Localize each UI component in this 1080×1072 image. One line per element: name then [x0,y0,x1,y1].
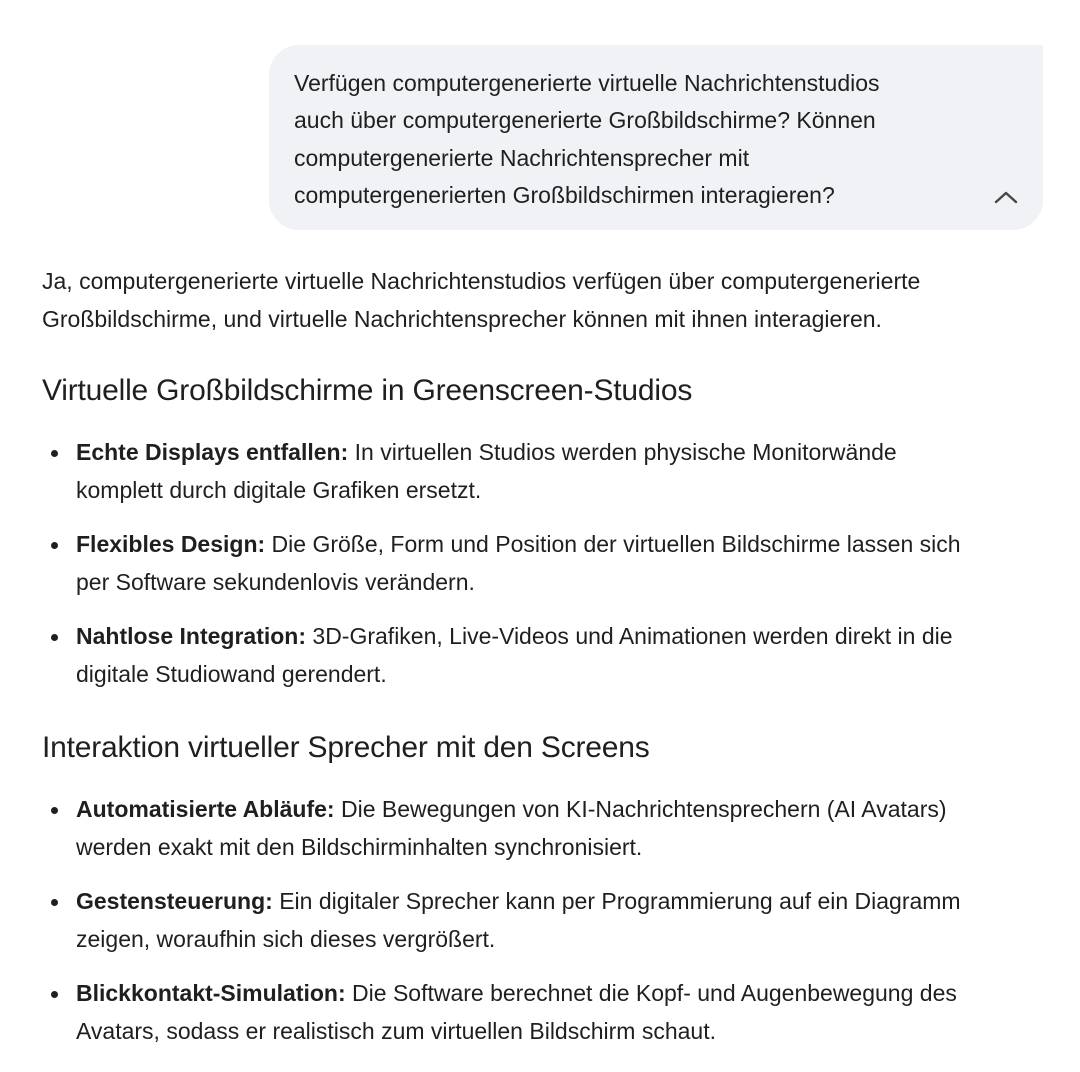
bullet-list [42,791,961,1067]
item-text: per Software sekundenlovis verändern. [76,568,475,595]
item-text: werden exakt mit den Bildschirminhalten synchronisiert. [76,833,643,860]
list-item [42,975,961,1050]
item-text: Die Größe, Form und Position der virtuellen Bildschirme lassen sich [265,531,961,557]
item-label: Echte Displays entfallen: [76,439,349,465]
user-message-line: auch über computergenerierte Großbildschirme? Können [294,107,876,134]
list-item [42,883,961,958]
section-heading: Interaktion virtueller Sprecher mit den Screens [42,731,650,764]
item-text: Die Software berechnet die Kopf- und Augenbewegung des [345,980,957,1006]
item-label: Automatisierte Abläufe: [76,796,335,822]
item-label: Nahtlose Integration: [76,623,307,649]
item-text: In virtuellen Studios werden physische Monitorwände [348,439,897,465]
section-heading: Virtuelle Großbildschirme in Greenscreen-Studios [42,374,693,407]
list-item [42,526,961,601]
chevron-up-icon [994,190,1018,204]
item-text: zeigen, woraufhin sich dieses vergrößert. [76,925,496,952]
intro-line: Großbildschirme, und virtuelle Nachrichtensprecher können mit ihnen interagieren. [42,306,882,332]
user-message-bubble [269,45,1043,230]
item-text: digitale Studiowand gerendert. [76,660,387,687]
item-text: Avatars, sodass er realistisch zum virtuellen Bildschirm schaut. [76,1017,716,1044]
user-message-line: computergenerierten Großbildschirmen interagieren? [294,181,835,208]
item-label: Flexibles Design: [76,531,266,557]
item-text: komplett durch digitale Grafiken ersetzt. [76,476,482,503]
user-message-line: computergenerierte Nachrichtensprecher mit [294,144,750,171]
list-item [42,791,961,866]
item-text: Ein digitaler Sprecher kann per Programmierung auf ein Diagramm [272,888,961,914]
assistant-response [42,262,1052,1044]
bullet-list [42,434,961,710]
user-message-line: Verfügen computergenerierte virtuelle Nachrichtenstudios [294,70,880,96]
response-intro [42,262,1052,338]
item-text: 3D-Grafiken, Live-Videos und Animationen werden direkt in die [306,623,953,649]
item-label: Blickkontakt-Simulation: [76,980,346,1006]
item-text: Die Bewegungen von KI-Nachrichtensprechern (AI Avatars) [334,796,947,822]
collapse-message-button[interactable] [991,184,1021,210]
list-item [42,618,961,693]
intro-line: Ja, computergenerierte virtuelle Nachrichtenstudios verfügen über computergenerierte [42,268,921,294]
item-label: Gestensteuerung: [76,888,273,914]
list-item [42,434,961,509]
